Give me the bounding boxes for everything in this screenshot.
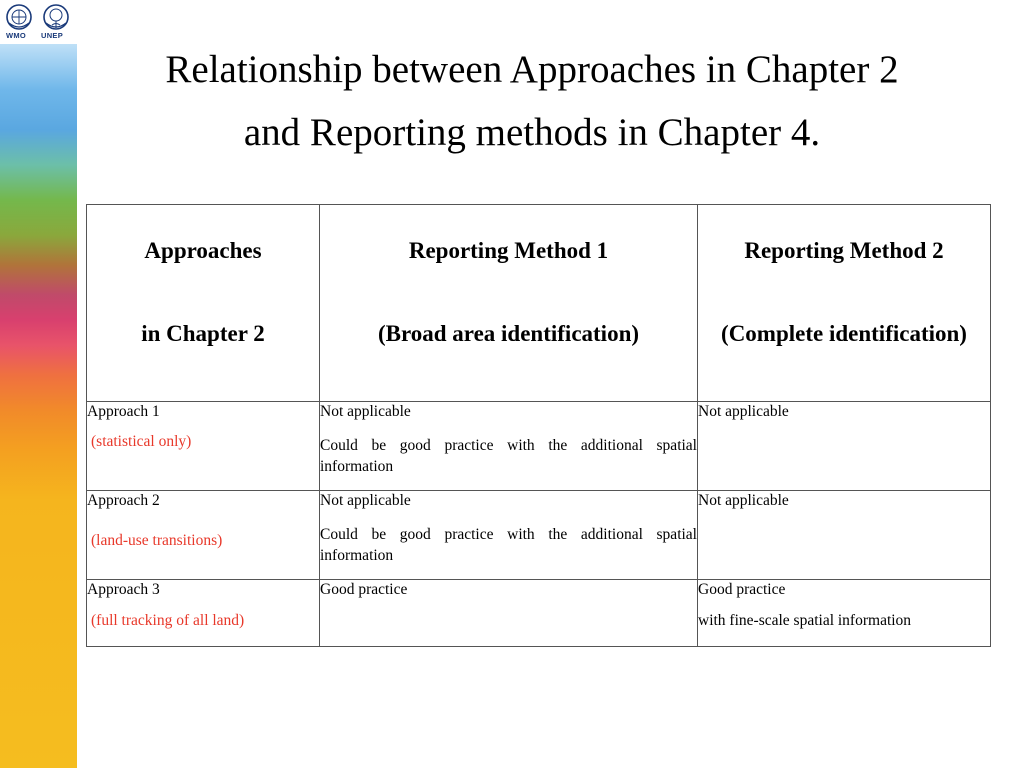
method-1-cell xyxy=(320,402,698,491)
approach-cell xyxy=(87,491,320,580)
slide-title xyxy=(90,38,974,164)
method-1-status: Not applicable xyxy=(320,492,411,509)
header-reporting-method-1: Reporting Method 1 (Broad area identification) xyxy=(320,205,698,402)
method-2-cell xyxy=(698,580,991,647)
wmo-logo-text: WMO xyxy=(6,31,27,40)
approach-label: Approach 2 xyxy=(87,492,160,509)
approach-label: Approach 1 xyxy=(87,403,160,420)
method-2-cell xyxy=(698,491,991,580)
approach-cell xyxy=(87,580,320,647)
header-reporting-method-2: Reporting Method 2 (Complete identification) xyxy=(698,205,991,402)
method-2-note: with fine-scale spatial information xyxy=(698,612,912,629)
unep-emblem-icon xyxy=(41,3,71,31)
approach-label: Approach 3 xyxy=(87,581,160,598)
wmo-emblem-icon xyxy=(4,3,34,31)
method-1-status: Not applicable xyxy=(320,403,411,420)
table-header-row xyxy=(87,205,991,402)
method-2-status: Good practice xyxy=(698,581,786,598)
approach-description: (land-use transitions) xyxy=(91,532,223,549)
decorative-side-bar xyxy=(0,0,77,768)
approach-description: (full tracking of all land) xyxy=(91,612,245,629)
method-2-cell xyxy=(698,402,991,491)
logo-area xyxy=(0,0,77,44)
method-1-note: Could be good practice with the additional spatial information xyxy=(320,437,697,475)
table-row xyxy=(87,402,991,491)
method-2-status: Not applicable xyxy=(698,403,789,420)
relationship-table xyxy=(86,204,991,647)
method-2-status: Not applicable xyxy=(698,492,789,509)
method-1-cell xyxy=(320,491,698,580)
method-1-status: Good practice xyxy=(320,581,408,598)
unep-logo-text: UNEP xyxy=(41,31,64,40)
approach-cell xyxy=(87,402,320,491)
title-line-1: Relationship between Approaches in Chapter 2 xyxy=(165,48,899,91)
title-line-2: and Reporting methods in Chapter 4. xyxy=(243,111,821,154)
approach-description: (statistical only) xyxy=(91,433,192,450)
method-1-cell xyxy=(320,580,698,647)
table-row xyxy=(87,580,991,647)
table-row xyxy=(87,491,991,580)
method-1-note: Could be good practice with the additional spatial information xyxy=(320,526,697,564)
header-approaches: Approaches in Chapter 2 xyxy=(87,205,320,402)
